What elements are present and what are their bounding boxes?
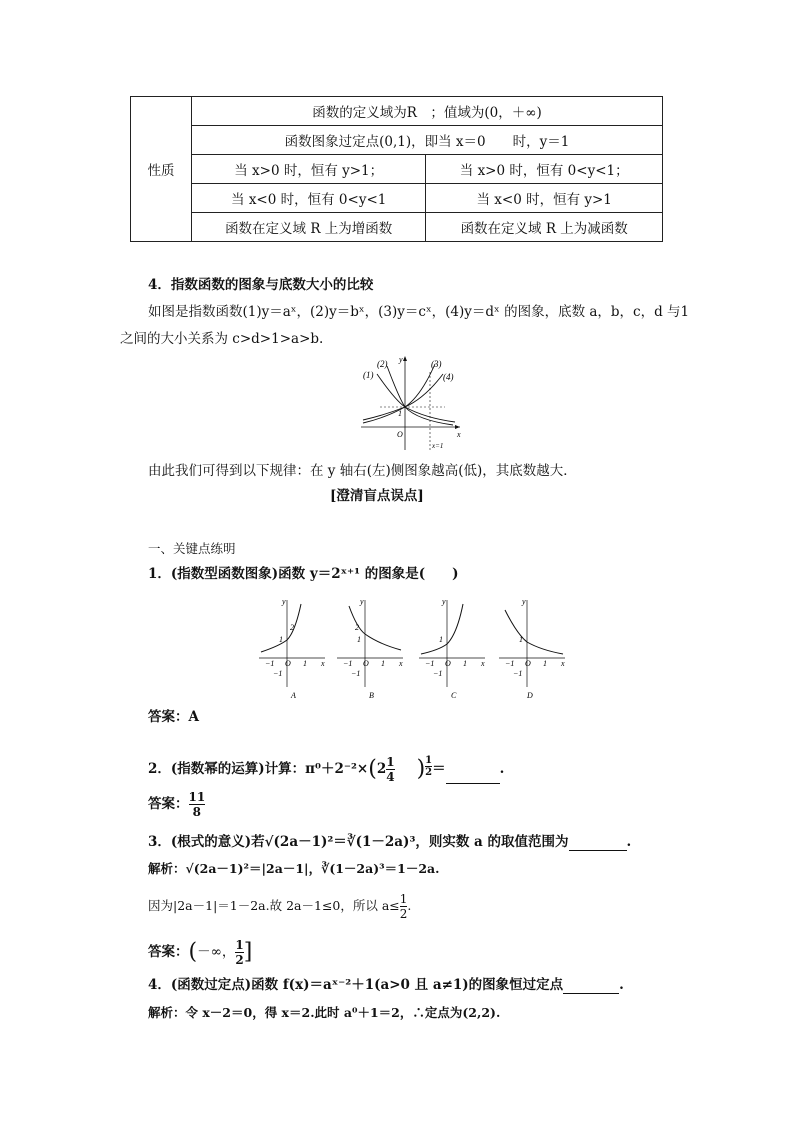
svg-text:1: 1: [357, 635, 361, 644]
svg-text:−1: −1: [351, 669, 361, 678]
exercise-section-title: 一、关键点练明: [148, 541, 236, 556]
svg-text:1: 1: [519, 635, 523, 644]
svg-text:2: 2: [290, 623, 294, 632]
question-3: 3．(根式的意义)若√(2a－1)²＝∛(1－2a)³，则实数 a 的取值范围为 .: [148, 834, 632, 850]
svg-text:y: y: [360, 597, 364, 606]
svg-text:O: O: [285, 659, 291, 668]
svg-text:x: x: [321, 659, 325, 668]
svg-text:y: y: [282, 597, 286, 606]
analysis-3-line-2: 因为|2a－1|＝1－2a.故 2a－1≤0，所以 $a\le\frac{1}{2}$ .: [148, 892, 412, 921]
curve-label-4: (4): [443, 372, 454, 382]
option-a-label: A: [291, 691, 296, 700]
half-fraction: $\frac{1}{2}$: [399, 892, 408, 921]
svg-text:x: x: [481, 659, 485, 668]
svg-text:−1: −1: [273, 669, 283, 678]
svg-text:O: O: [363, 659, 369, 668]
paragraph-line-2: 之间的大小关系为 c>d>1>a>b.: [120, 331, 324, 347]
decreasing-positive-cell: 当 x>0 时，恒有 0<y<1；: [426, 155, 663, 184]
svg-text:1: 1: [381, 659, 385, 668]
origin-label: O: [397, 430, 403, 439]
answer-1: 答案：A: [148, 709, 199, 725]
exponent-fraction: $\frac{1}{2}$: [425, 755, 433, 778]
increasing-monotonic-cell: 函数在定义域 R 上为增函数: [192, 213, 426, 242]
question-1: 1．(指数型函数图象)函数 y＝2ˣ⁺¹ 的图象是( ): [148, 566, 459, 582]
answer-3-fraction: $\frac{1}{2}$: [235, 938, 244, 967]
svg-text:1: 1: [543, 659, 547, 668]
option-d-label: D: [527, 691, 533, 700]
svg-text:y: y: [442, 597, 446, 606]
fixed-point-cell: 函数图象过定点(0,1)，即当 x＝0 时，y＝1: [192, 126, 663, 155]
curve-label-3: (3): [431, 359, 442, 369]
option-c-label: C: [451, 691, 457, 700]
svg-text:−1: −1: [343, 659, 353, 668]
exponential-graphs-figure: [355, 352, 470, 452]
table-header-cell: 性质: [131, 97, 192, 242]
svg-text:x: x: [399, 659, 403, 668]
svg-text:−1: −1: [265, 659, 275, 668]
y-axis-label: y: [399, 355, 403, 364]
svg-text:−1: −1: [513, 669, 523, 678]
option-d-graph: [499, 597, 565, 700]
svg-text:2: 2: [355, 623, 359, 632]
rule-text: 由此我们可得到以下规律：在 y 轴右(左)侧图象越高(低)，其底数越大．: [148, 463, 577, 479]
increasing-negative-cell: 当 x<0 时，恒有 0<y<1: [192, 184, 426, 213]
svg-text:y: y: [522, 597, 526, 606]
answer-2-fraction: $\frac{11}{8}$: [188, 790, 206, 819]
analysis-4: 解析：令 x－2＝0，得 x＝2.此时 a⁰＋1＝2，∴定点为(2,2).: [148, 1005, 501, 1020]
svg-text:1: 1: [279, 635, 283, 644]
decreasing-monotonic-cell: 函数在定义域 R 上为减函数: [426, 213, 663, 242]
mixed-fraction: $\frac{1}{4}$: [386, 755, 395, 784]
question-4: 4．(函数过定点)函数 f(x)＝aˣ⁻²＋1(a>0 且 a≠1)的图象恒过定点 .: [148, 977, 624, 993]
option-b-label: B: [369, 691, 374, 700]
x-axis-label: x: [457, 430, 461, 439]
answer-3: 答案：(－∞，$\frac{1}{2}$ ]: [148, 938, 253, 967]
section-heading: 4．指数函数的图象与底数大小的比较: [148, 277, 374, 293]
question-2: 2．(指数幂的运算)计算：$\pi^0+2^{-2}\times(2\frac{1}{4}$ )$\frac{1}{2}$ ＝ .: [148, 755, 505, 784]
svg-text:1: 1: [303, 659, 307, 668]
banner-heading: [澄清盲点误点]: [330, 488, 424, 504]
svg-text:−1: −1: [505, 659, 515, 668]
svg-text:O: O: [525, 659, 531, 668]
properties-table: [130, 96, 663, 242]
option-a-graph: [259, 597, 325, 700]
svg-text:1: 1: [463, 659, 467, 668]
option-c-graph: [419, 597, 485, 700]
increasing-positive-cell: 当 x>0 时，恒有 y>1；: [192, 155, 426, 184]
curve-label-2: (2): [377, 359, 388, 369]
question-2-prefix: 2．(指数幂的运算)计算：π⁰＋2⁻²×: [148, 761, 369, 777]
decreasing-negative-cell: 当 x<0 时，恒有 y>1: [426, 184, 663, 213]
x-equals-one-label: x=1: [432, 442, 444, 450]
question-1-options: [257, 592, 567, 702]
svg-text:1: 1: [439, 635, 443, 644]
paragraph-line-1: 如图是指数函数(1)y＝aˣ，(2)y＝bˣ，(3)y＝cˣ，(4)y＝dˣ 的图象，底数 a，b，c，d 与1: [148, 304, 690, 320]
domain-range-cell: 函数的定义域为R ；值域为(0，＋∞): [192, 97, 663, 126]
svg-text:x: x: [561, 659, 565, 668]
answer-2: 答案：$\frac{11}{8}$: [148, 790, 206, 819]
curve-label-1: (1): [363, 370, 374, 380]
option-b-graph: [337, 597, 403, 700]
svg-text:−1: −1: [433, 669, 443, 678]
svg-text:O: O: [445, 659, 451, 668]
svg-text:−1: −1: [425, 659, 435, 668]
one-label: 1: [398, 409, 402, 418]
analysis-3-line-1: 解析：√(2a－1)²＝|2a－1|，∛(1－2a)³＝1－2a.: [148, 861, 440, 876]
